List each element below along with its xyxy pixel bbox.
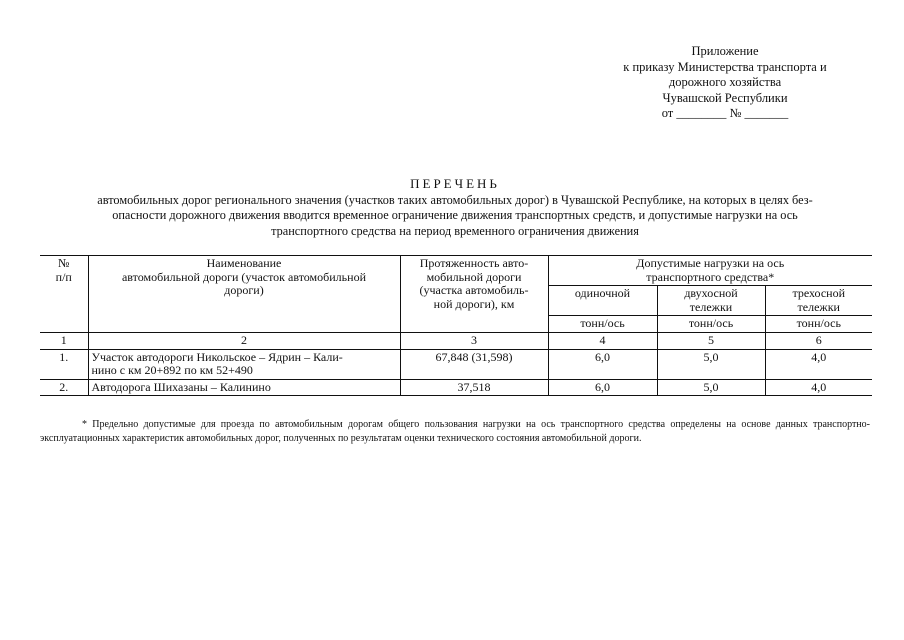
table-header-row	[40, 256, 872, 286]
appendix-republic-line: Чувашской Республики	[662, 90, 788, 105]
appendix-header	[580, 44, 870, 122]
appendix-label: Приложение	[691, 44, 759, 58]
unit-single: тонн/ось	[548, 316, 657, 333]
appendix-order-line: к приказу Министерства транспорта и	[623, 59, 827, 74]
header-axle-loads-line: транспортного средства*	[646, 269, 775, 284]
row-number: 1.	[40, 349, 88, 379]
title-subtitle-line: опасности дорожного движения вводится временное ограничение движения транспортных средств, и допустимые нагрузки на ось	[112, 208, 798, 222]
appendix-date-number-line: от ________ № _______	[661, 106, 789, 121]
column-number: 1	[40, 332, 88, 349]
column-number: 4	[548, 332, 657, 349]
row-road-name	[88, 379, 400, 396]
row-number: 2.	[40, 379, 88, 396]
document-title	[40, 176, 870, 239]
row-road-name-line: нино с км 20+892 по км 52+490	[91, 363, 253, 378]
header-length-line: ной дороги), км	[433, 296, 515, 311]
title-subtitle-line: транспортного средства на период временного ограничения движения	[271, 223, 639, 238]
header-single-axle	[548, 286, 657, 316]
row-load-double: 5,0	[657, 379, 765, 396]
header-triple-axle-label: тележки	[797, 299, 840, 314]
row-load-double: 5,0	[657, 349, 765, 379]
header-number	[40, 256, 88, 333]
row-road-name-line: Автодорога Шихазаны – Калинино	[91, 379, 271, 394]
title-subtitle-line: автомобильных дорог регионального значения (участков таких автомобильных дорог) в Чувашской Республике, на которых в целях без-	[97, 192, 813, 207]
header-number-symbol: №	[58, 256, 70, 270]
header-road-name-line: дороги)	[224, 283, 264, 298]
header-axle-loads-line: Допустимые нагрузки на ось	[636, 256, 785, 270]
header-double-axle	[657, 286, 765, 316]
header-length-line: (участка автомобиль-	[419, 283, 529, 298]
header-triple-axle-label: трехосной	[792, 286, 846, 301]
header-axle-loads	[548, 256, 872, 286]
header-road-name	[88, 256, 400, 333]
header-length	[400, 256, 548, 333]
appendix-ministry-line: дорожного хозяйства	[668, 75, 782, 90]
row-road-name-line: Участок автодороги Никольское – Ядрин – Кали-	[91, 349, 343, 364]
row-load-triple: 4,0	[765, 349, 872, 379]
roads-table	[40, 255, 872, 396]
table-row	[40, 349, 872, 379]
column-number: 3	[400, 332, 548, 349]
row-length: 67,848 (31,598)	[400, 349, 548, 379]
header-length-line: Протяженность авто-	[419, 256, 529, 270]
row-road-name	[88, 349, 400, 379]
header-road-name-line: автомобильной дороги (участок автомобильной	[121, 269, 366, 284]
header-road-name-line: Наименование	[206, 256, 282, 270]
table-column-numbers-row	[40, 332, 872, 349]
header-number-abbr: п/п	[55, 269, 72, 284]
row-load-single: 6,0	[548, 349, 657, 379]
header-triple-axle	[765, 286, 872, 316]
row-length: 37,518	[400, 379, 548, 396]
row-load-triple: 4,0	[765, 379, 872, 396]
unit-double: тонн/ось	[657, 316, 765, 333]
header-single-axle-label: одиночной	[574, 286, 631, 301]
roads-table-wrapper	[40, 255, 872, 396]
footnote: * Предельно допустимые для проезда по автомобильным дорогам общего пользования нагрузки на ось транспортного средства определены на основе данных транспортно-эксплуатационных характеристик автомобильных дорог, полученных по результатам оценки технического состояния автомобильной дороги.	[40, 419, 870, 444]
table-row	[40, 379, 872, 396]
column-number: 2	[88, 332, 400, 349]
header-double-axle-label: двухосной	[684, 286, 738, 301]
unit-triple: тонн/ось	[765, 316, 872, 333]
row-load-single: 6,0	[548, 379, 657, 396]
header-double-axle-label: тележки	[689, 299, 733, 314]
column-number: 6	[765, 332, 872, 349]
title-heading: ПЕРЕЧЕНЬ	[410, 176, 500, 191]
header-length-line: мобильной дороги	[426, 269, 522, 284]
column-number: 5	[657, 332, 765, 349]
